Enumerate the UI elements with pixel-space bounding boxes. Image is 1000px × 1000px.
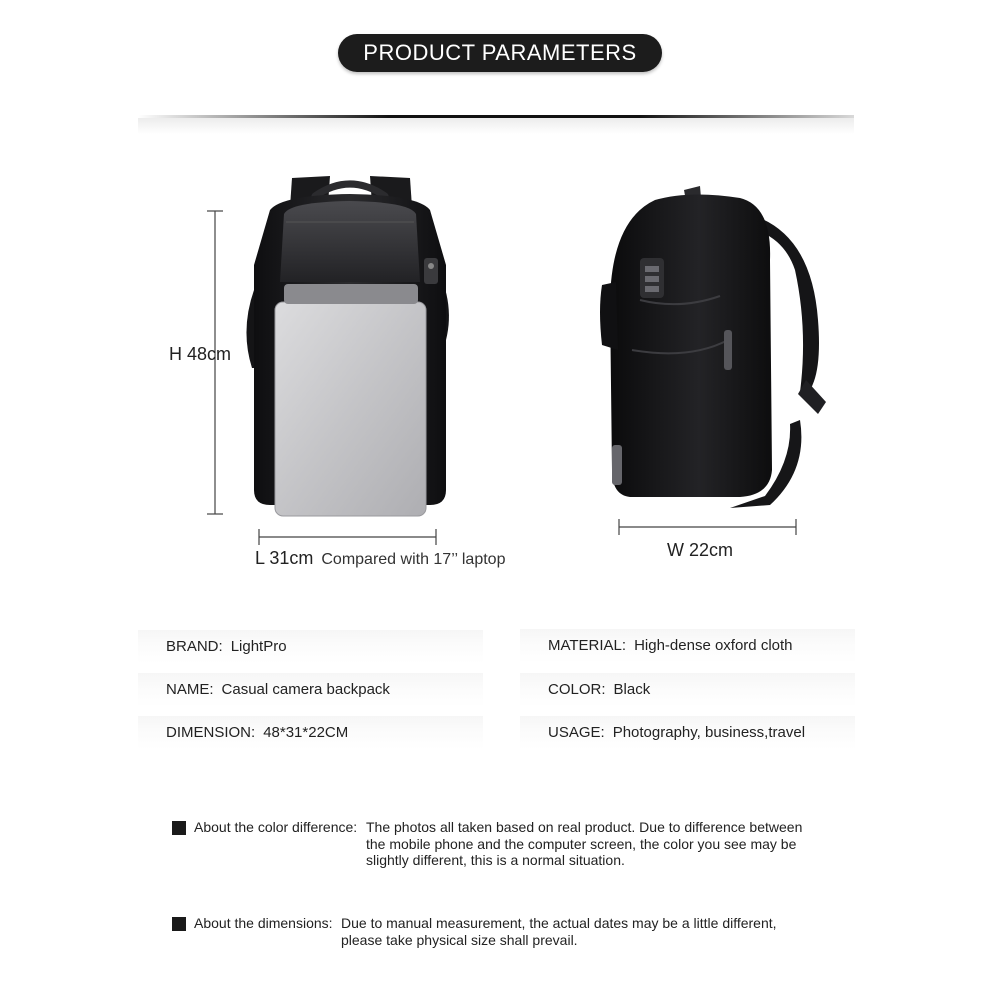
spec-dimension [138,716,483,750]
spec-material [520,629,855,663]
bullet-square-icon [172,917,186,931]
spec-value: Photography, business,travel [612,724,806,741]
note-body [341,915,777,948]
note-line: Due to manual measurement, the actual dates may be a little different, [341,915,777,931]
spec-color [520,673,855,707]
spec-value: High-dense oxford cloth [634,637,793,654]
spec-name [138,673,483,707]
note-line: please take physical size shall prevail. [341,931,578,948]
width-label: W 22cm [667,540,734,560]
height-label: H 48cm [169,344,232,364]
spec-value: Black [613,681,651,698]
length-value: L 31cm [255,548,314,568]
width-dimension-line [619,519,796,535]
spec-usage [520,716,855,750]
spec-key: DIMENSION: [166,724,256,741]
length-comparison-note: Compared with 17’’ laptop [321,551,506,568]
spec-key: COLOR: [548,681,606,698]
length-dimension-line [259,529,436,545]
spec-key: BRAND: [166,638,223,655]
spec-value: 48*31*22CM [263,724,349,741]
spec-key: MATERIAL: [548,637,627,654]
page-title: PRODUCT PARAMETERS [338,34,662,72]
note-line: the mobile phone and the computer screen, the color you see may be [366,835,797,852]
spec-key: NAME: [166,681,214,698]
note-heading: About the dimensions: [194,915,333,931]
bullet-square-icon [172,821,186,835]
note-line: The photos all taken based on real product. Due to difference between [366,819,803,835]
spec-key: USAGE: [548,724,605,741]
front-backpack-image [246,176,448,516]
length-label [255,548,505,569]
note-color-difference [172,819,852,879]
spec-value: LightPro [230,638,287,655]
note-line: slightly different, this is a normal situation. [366,852,625,868]
note-body [366,819,802,869]
spec-value: Casual camera backpack [221,681,390,698]
side-backpack-image [600,186,826,508]
spec-brand [138,630,483,664]
note-dimensions [172,915,852,955]
note-heading: About the color difference: [194,819,358,835]
